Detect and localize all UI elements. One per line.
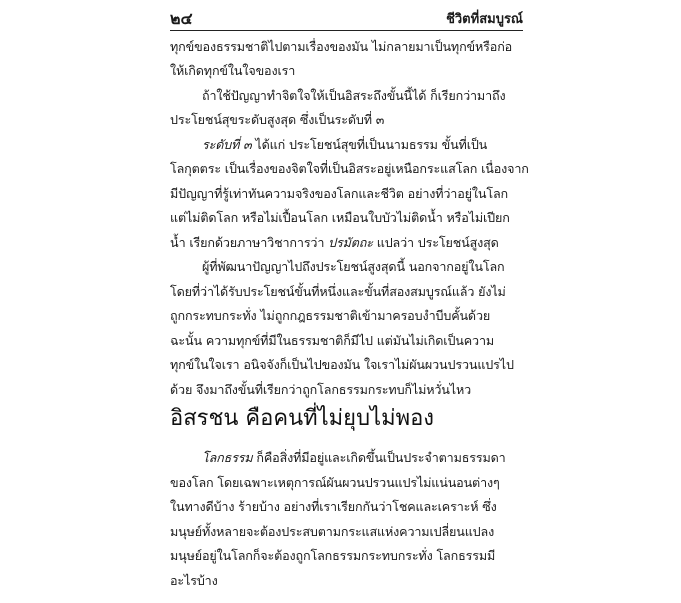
paragraph-4-line-2: โดยที่ว่าได้รับประโยชน์ขั้นที่หนึ่งและขั้นที่สองสมบูรณ์แล้ว ยังไม่ [170, 284, 506, 299]
emphasis-level-three: ระดับที่ ๓ [202, 137, 252, 152]
paragraph-3-line-3: มีปัญญาที่รู้เท่าทันความจริงของโลกและชีวิต อย่างที่ว่าอยู่ในโลก [170, 186, 508, 201]
paragraph-2-line-2: ประโยชน์สุขระดับสูงสุด ซึ่งเป็นระดับที่ ๓ [170, 112, 385, 127]
page-number: ๒๔ [170, 9, 193, 28]
paragraph-3-line-4: แต่ไม่ติดโลก หรือไม่เปื้อนโลก เหมือนใบบัวไม่ติดน้ำ หรือไม่เปียก [170, 210, 510, 225]
paragraph-5-line-2: ของโลก โดยเฉพาะเหตุการณ์ผันผวนปรวนแปรไม่แน่นอนต่างๆ [170, 475, 500, 490]
paragraph-2-line-1: ถ้าใช้ปัญญาทำจิตใจให้เป็นอิสระถึงขั้นนี้ได้ ก็เรียกว่ามาถึง [202, 88, 506, 103]
paragraph-5-line-6: อะไรบ้าง [170, 573, 218, 588]
paragraph-4-line-6: ด้วย จึงมาถึงขั้นที่เรียกว่าถูกโลกธรรมกระทบก็ไม่หวั่นไหว [170, 382, 472, 397]
paragraph-4-line-1: ผู้ที่พัฒนาปัญญาไปถึงประโยชน์สูงสุดนี้ นอกจากอยู่ในโลก [202, 259, 505, 274]
paragraph-3-line-5-text-a: น้ำ เรียกด้วยภาษาวิชาการว่า [170, 235, 329, 250]
paragraph-1-line-1: ทุกข์ของธรรมชาติไปตามเรื่องของมัน ไม่กลายมาเป็นทุกข์หรือก่อ [170, 39, 513, 54]
paragraph-3-line-1-text: ได้แก่ ประโยชน์สุขที่เป็นนามธรรม ขั้นที่เป็น [251, 137, 488, 152]
paragraph-1-line-2: ให้เกิดทุกข์ในใจของเรา [170, 63, 296, 78]
emphasis-lokadhamma: โลกธรรม [202, 450, 253, 465]
paragraph-5-line-1 [202, 449, 506, 467]
paragraph-5-line-3: ในทางดีบ้าง ร้ายบ้าง อย่างที่เราเรียกกันว่าโชคและเคราะห์ ซึ่ง [170, 499, 497, 514]
paragraph-3-line-2: โลกุตตระ เป็นเรื่องของจิตใจที่เป็นอิสระอยู่เหนือกระแสโลก เนื่องจาก [170, 161, 529, 176]
paragraph-4-line-4: ฉะนั้น ความทุกข์ที่มีในธรรมชาติก็มีไป แต่มันไม่เกิดเป็นความ [170, 333, 495, 348]
paragraph-3-line-5-text-b: แปลว่า ประโยชน์สูงสุด [372, 235, 499, 250]
page-header [170, 6, 523, 31]
paragraph-5-line-4: มนุษย์ทั้งหลายจะต้องประสบตามกระแสแห่งความเปลี่ยนแปลง [170, 524, 495, 539]
paragraph-5-line-5: มนุษย์อยู่ในโลกก็จะต้องถูกโลกธรรมกระทบกระทั่ง โลกธรรมมี [170, 548, 496, 563]
paragraph-4-line-3: ถูกกระทบกระทั่ง ไม่ถูกกฎธรรมชาติเข้ามาครอบงำบีบคั้นด้วย [170, 308, 491, 323]
section-heading: อิสรชน คือคนที่ไม่ยุบไม่พอง [170, 406, 435, 431]
paragraph-3-line-1 [202, 136, 487, 154]
paragraph-5-line-1-text: ก็คือสิ่งที่มีอยู่และเกิดขึ้นเป็นประจำตามธรรมดา [252, 450, 506, 465]
running-title: ชีวิตที่สมบูรณ์ [446, 12, 523, 27]
paragraph-4-line-5: ทุกข์ในใจเรา อนิจจังก็เป็นไปของมัน ใจเราไม่ผันผวนปรวนแปรไป [170, 357, 514, 372]
paragraph-3-line-5 [170, 234, 499, 252]
emphasis-paramattha: ปรมัตถะ [328, 235, 373, 250]
